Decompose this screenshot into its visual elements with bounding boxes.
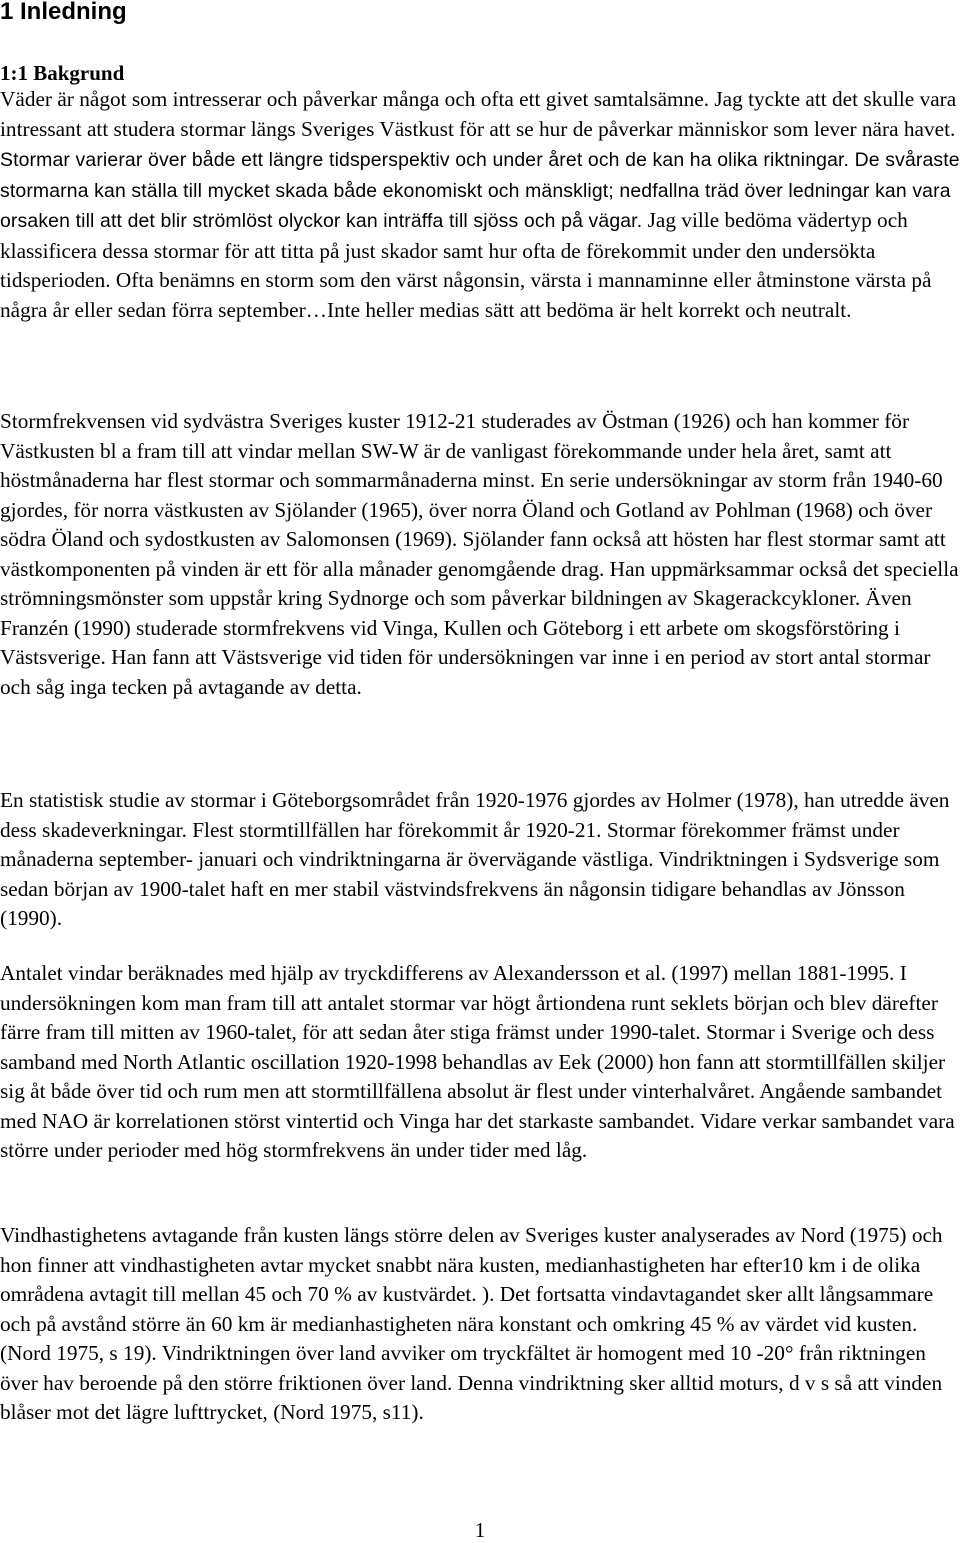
paragraph-background [0, 85, 960, 325]
page-number: 1 [474, 1518, 486, 1542]
paragraph-pressure-difference: Antalet vindar beräknades med hjälp av tryckdifferens av Alexandersson et al. (1997) mellan 1881-1995. I undersökningen kom man fram till att antalet stormar var högt årtiondena runt seklets början och blev därefter färre fram till mitten av 1960-talet, för att sedan åter stiga främst under 1990-talet. Stormar i Sverige och dess samband med North Atlantic oscillation 1920-1998 behandlas av Eek (2000) hon fann att stormtillfällen skiljer sig åt både över tid och rum men att stormtillfällena absolut är flest under vinterhalvåret. Angående sambandet med NAO är korrelationen störst vintertid och Vinga har det starkaste sambandet. Vidare verkar sambandet vara större under perioder med hög stormfrekvens än under tider med låg. [0, 961, 955, 1162]
paragraph-wind-speed: Vindhastighetens avtagande från kusten längs större delen av Sveriges kuster analyserades av Nord (1975) och hon finner att vindhastigheten avtar mycket snabbt nära kusten, medianhastigheten har efter10 km i de olika områdena avtagit till mellan 45 och 70 % av kustvärdet. ). Det fortsatta vindavtagandet sker allt långsammare och på avstånd större än 60 km är medianhastigheten nära konstant och omkring 45 % av värdet vid kusten. (Nord 1975, s 19). Vindriktningen över land avviker om tryckfältet är homogent med 10 -20° från riktningen över hav beroende på den större friktionen över land. Denna vindriktning sker alltid moturs, d v s så att vinden blåser mot det lägre lufttrycket, (Nord 1975, s11). [0, 1223, 943, 1424]
paragraph-background-tail: Jag ville bedöma vädertyp och klassificera dessa stormar för att titta på just skador samt hur ofta de förekommit under den undersökta tidsperioden. Ofta benämns en storm som den värst någonsin, värsta i mannaminne eller åtminstone värsta på några år eller sedan förra september…Inte heller medias sätt att bedöma är helt korrekt och neutralt. [0, 208, 932, 322]
paragraph-statistical-study: En statistisk studie av stormar i Göteborgsområdet från 1920-1976 gjordes av Holmer (1978), han utredde även dess skadeverkningar. Flest stormtillfällen har förekommit år 1920-21. Stormar förekommer främst under månaderna september- januari och vindriktningarna är övervägande västliga. Vindriktningen i Sydsverige som sedan början av 1900-talet haft en mer stabil västvindsfrekvens än någonsin tidigare behandlas av Jönsson (1990). [0, 788, 950, 930]
paragraph-background-sans: Stormar varierar över både ett längre tidsperspektiv och under året och de kan ha olika riktningar. De svåraste stormarna kan ställa till mycket skada både ekonomiskt och mänskligt; nedfallna träd över ledningar kan vara orsaken till att det blir strömlöst olyckor kan inträffa till sjöss och på vägar. [0, 149, 960, 232]
paragraph-storm-frequency: Stormfrekvensen vid sydvästra Sveriges kuster 1912-21 studerades av Östman (1926) och han kommer för Västkusten bl a fram till att vindar mellan SW-W är de vanligast förekommande under hela året, samt att höstmånaderna har flest stormar och sommarmånaderna minst. En serie undersökningar av storm från 1940-60 gjordes, för norra västkusten av Sjölander (1965), över norra Öland och Gotland av Pohlman (1968) och över södra Öland och sydostkusten av Salomonsen (1969). Sjölander fann också att hösten har flest stormar samt att västkomponenten på vinden är ett för alla månader genomgående drag. Han uppmärksammar också det speciella strömningsmönster som uppstår kring Sydnorge och som påverkar bildningen av Skagerackcykloner. Även Franzén (1990) studerade stormfrekvens vid Vinga, Kullen och Göteborg i ett arbete om skogsförstöring i Västsverige. Han fann att Västsverige vid tiden för undersökningen var inne i en period av stort antal stormar och såg inga tecken på avtagande av detta. [0, 409, 959, 699]
chapter-heading: 1 Inledning [0, 0, 127, 25]
section-heading: 1:1 Bakgrund [0, 61, 125, 85]
paragraph-background-serif: Väder är något som intresserar och påverkar många och ofta ett givet samtalsämne. Jag tyckte att det skulle vara intressant att studera stormar längs Sveriges Västkust för att se hur de påverkar människor som lever nära havet. [0, 87, 957, 141]
